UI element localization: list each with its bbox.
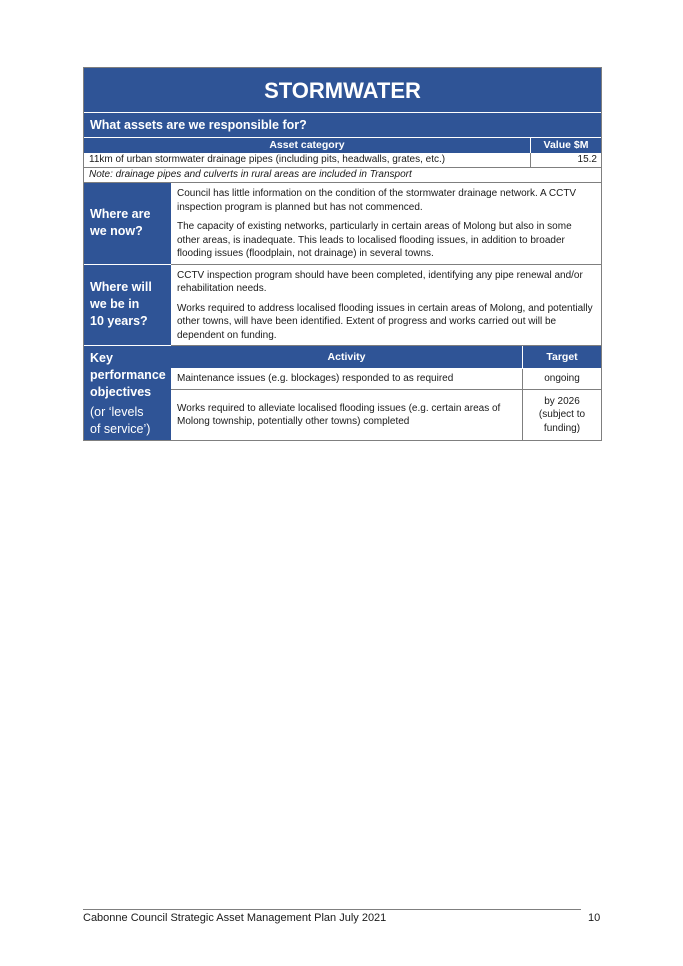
kpi-table [171, 346, 601, 440]
where-10-label-line3: 10 years? [90, 314, 148, 329]
asset-category-header: Asset category [84, 138, 531, 153]
asset-value-cell: 15.2 [577, 154, 597, 165]
where-now-label [84, 183, 171, 265]
kpi-label [84, 346, 171, 440]
target-cell [523, 390, 601, 440]
page-number: 10 [588, 912, 601, 924]
target-header: Target [546, 351, 578, 363]
kpi-label-note2: of service’) [90, 422, 151, 436]
where-now-paragraph: Council has little information on the condition of the stormwater drainage network. A CCTV inspection program is planned but has not commenced. [177, 188, 577, 213]
kpi-label-line2: performance [90, 368, 166, 382]
asset-category-cell: 11km of urban stormwater drainage pipes (including pits, headwalls, grates, etc.) [84, 153, 531, 167]
target-line: funding) [543, 422, 581, 434]
where-10-label [84, 265, 171, 347]
where-10-paragraph: Works required to address localised flooding issues in certain areas of Molong, and potentially other towns, will have been identified. Extent of progress and works carried out will be dependent on funding. [177, 302, 593, 341]
where-10-label-line2: we be in [90, 297, 140, 312]
table-row [84, 153, 601, 168]
where-10-row [84, 265, 601, 347]
where-now-label-line2: we now? [90, 224, 143, 239]
target-line: (subject to [538, 409, 586, 421]
where-10-content [171, 265, 601, 347]
value-header: Value $M [543, 139, 589, 151]
table-title: STORMWATER [84, 68, 601, 113]
activity-cell: Maintenance issues (e.g. blockages) responded to as required [171, 369, 523, 389]
table-row [171, 369, 601, 390]
activity-header: Activity [171, 346, 523, 368]
where-now-content [171, 183, 601, 265]
kpi-table-header [171, 346, 601, 369]
where-now-label-line1: Where are [90, 207, 151, 222]
where-now-paragraph: The capacity of existing networks, particularly in certain areas of Molong but also in some other areas, is inadequate. This leads to localised flooding issues, in addition to broader flooding issues (floodplain, not drainage) in several towns. [177, 221, 572, 259]
kpi-row [84, 346, 601, 440]
where-10-label-line1: Where will [90, 280, 152, 295]
table-row [171, 390, 601, 440]
kpi-label-note1: (or ‘levels [90, 405, 144, 419]
target-cell: ongoing [544, 373, 580, 385]
kpi-label-line1: Key [90, 351, 113, 365]
target-line: by 2026 [544, 395, 580, 407]
kpi-label-line3: objectives [90, 385, 152, 399]
activity-cell: Works required to alleviate localised flooding issues (e.g. certain areas of Molong township, potentially other towns) completed [171, 390, 523, 440]
stormwater-table [83, 67, 602, 441]
where-10-paragraph: CCTV inspection program should have been completed, identifying any pipe renewal and/or rehabilitation needs. [177, 269, 583, 294]
section-heading: What assets are we responsible for? [84, 113, 601, 138]
asset-table-header [84, 138, 601, 153]
asset-note: Note: drainage pipes and culverts in rural areas are included in Transport [84, 168, 601, 183]
footer-divider [83, 909, 581, 910]
where-now-row [84, 183, 601, 265]
footer-text: Cabonne Council Strategic Asset Management Plan July 2021 [83, 912, 387, 924]
